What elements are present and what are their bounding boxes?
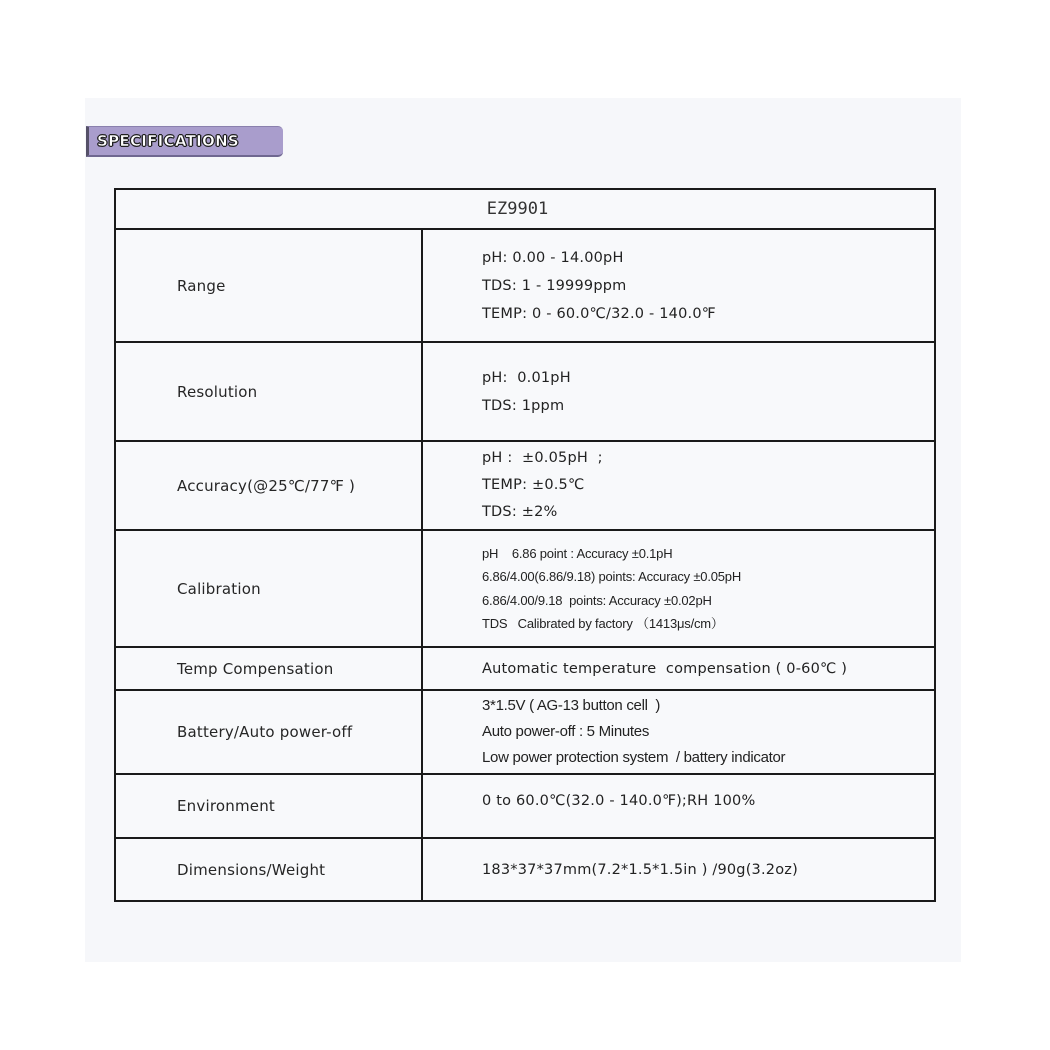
value-line: 0 to 60.0℃(32.0 - 140.0℉);RH 100% bbox=[482, 793, 756, 809]
row-value bbox=[422, 530, 935, 647]
row-value bbox=[422, 441, 935, 530]
value-line: 6.86/4.00/9.18 points: Accuracy ±0.02pH bbox=[482, 592, 712, 608]
value-line: TDS Calibrated by factory （1413μs/cm） bbox=[482, 616, 724, 631]
row-label: Calibration bbox=[115, 530, 422, 647]
table-row-range bbox=[115, 229, 935, 342]
row-label: Dimensions/Weight bbox=[115, 838, 422, 901]
value-line: pH 6.86 point : Accuracy ±0.1pH bbox=[482, 545, 673, 561]
row-value bbox=[422, 342, 935, 441]
table-row-temp-compensation bbox=[115, 647, 935, 690]
specifications-table bbox=[114, 188, 936, 902]
section-badge-label: SPECIFICATIONS bbox=[97, 132, 240, 150]
model-name: EZ9901 bbox=[115, 189, 935, 229]
row-label: Battery/Auto power-off bbox=[115, 690, 422, 774]
value-line: Low power protection system / battery indicator bbox=[482, 749, 786, 766]
row-value bbox=[422, 647, 935, 690]
value-line: pH : ±0.05pH ; bbox=[482, 450, 603, 466]
table-row-resolution bbox=[115, 342, 935, 441]
row-label: Temp Compensation bbox=[115, 647, 422, 690]
value-line: TEMP: 0 - 60.0℃/32.0 - 140.0℉ bbox=[482, 305, 716, 322]
row-value bbox=[422, 229, 935, 342]
value-line: 3*1.5V ( AG-13 button cell ) bbox=[482, 697, 661, 714]
table-row-calibration bbox=[115, 530, 935, 647]
value-line: Auto power-off : 5 Minutes bbox=[482, 723, 650, 740]
row-label: Environment bbox=[115, 774, 422, 838]
value-line: TDS: 1ppm bbox=[482, 397, 565, 414]
value-line: Automatic temperature compensation ( 0-60℃ ) bbox=[482, 660, 848, 677]
value-line: pH: 0.01pH bbox=[482, 369, 571, 386]
value-line: TEMP: ±0.5℃ bbox=[482, 477, 585, 493]
row-value bbox=[422, 838, 935, 901]
row-label: Accuracy(@25℃/77℉ ) bbox=[115, 441, 422, 530]
table-row-battery bbox=[115, 690, 935, 774]
value-line: TDS: 1 - 19999ppm bbox=[482, 277, 627, 294]
row-value bbox=[422, 690, 935, 774]
value-line: 183*37*37mm(7.2*1.5*1.5in ) /90g(3.2oz) bbox=[482, 861, 798, 878]
row-label: Range bbox=[115, 229, 422, 342]
row-value bbox=[422, 774, 935, 838]
table-header-row bbox=[115, 189, 935, 229]
value-line: 6.86/4.00(6.86/9.18) points: Accuracy ±0.05pH bbox=[482, 569, 742, 584]
value-line: pH: 0.00 - 14.00pH bbox=[482, 249, 624, 266]
table-row-accuracy bbox=[115, 441, 935, 530]
row-label: Resolution bbox=[115, 342, 422, 441]
table-row-environment bbox=[115, 774, 935, 838]
section-badge bbox=[86, 126, 283, 157]
table-row-dimensions bbox=[115, 838, 935, 901]
value-line: TDS: ±2% bbox=[482, 504, 558, 520]
